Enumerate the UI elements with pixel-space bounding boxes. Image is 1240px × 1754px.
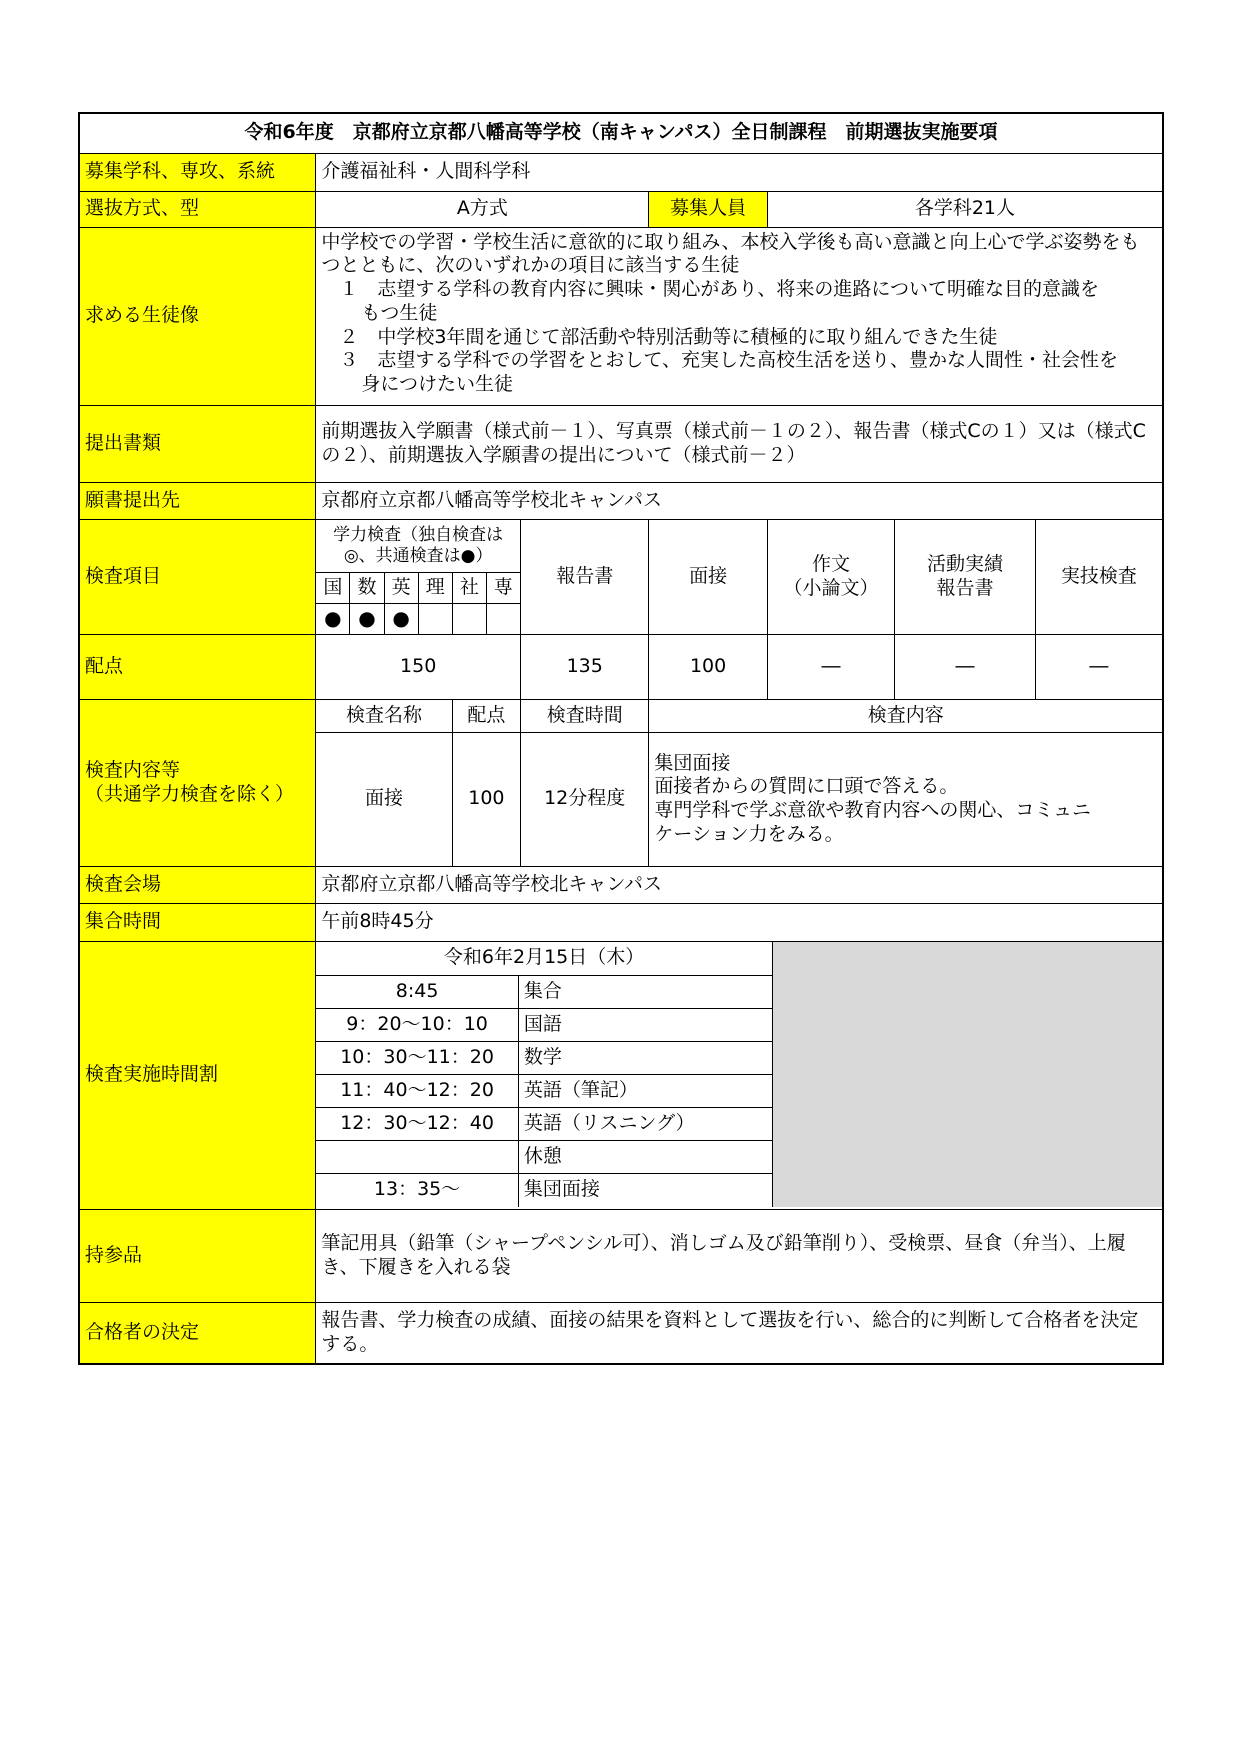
- exam-content-note: （共通学力検査を除く）: [85, 782, 295, 805]
- mark-japanese: ●: [316, 603, 350, 634]
- mark-math: ●: [350, 603, 384, 634]
- subject-social: 社: [452, 572, 486, 603]
- desired-intro: 中学校での学習・学校生活に意欲的に取り組み、本校入学後も高い意識と向上心で学ぶ姿勢をもつとともに、次のいずれかの項目に該当する生徒: [321, 230, 1140, 277]
- points-academic: 150: [316, 634, 521, 699]
- page-title: 令和6年度 京都府立京都八幡高等学校（南キャンパス）全日制課程 前期選抜実施要項: [79, 113, 1163, 153]
- subject-science: 理: [418, 572, 452, 603]
- schedule-table: [316, 942, 1162, 1207]
- schedule-item: 集団面接: [518, 1174, 772, 1207]
- desired-item-1: １ 志望する学科の教育内容に興味・関心があり、将来の進路について明確な目的意識を: [339, 278, 1099, 300]
- exam-name-header: 検査名称: [316, 699, 452, 732]
- schedule-cell: [316, 941, 1163, 1209]
- exam-content-line: ケーション力をみる。: [654, 822, 844, 845]
- exam-content-header: 検査内容: [649, 699, 1163, 732]
- exam-content-line: 専門学科で学ぶ意欲や教育内容への関心、コミュニ: [654, 799, 1092, 821]
- desired-item-2: ２ 中学校3年間を通じて部活動や特別活動等に積極的に取り組んできた生徒: [339, 325, 998, 348]
- schedule-time: 13：35～: [316, 1174, 518, 1207]
- interview-header: 面接: [649, 519, 767, 634]
- subject-japanese: 国: [316, 572, 350, 603]
- points-essay: ―: [767, 634, 894, 699]
- desired-student-label: 求める生徒像: [79, 227, 316, 405]
- subject-english: 英: [384, 572, 418, 603]
- schedule-item: 国語: [518, 1009, 772, 1042]
- points-activity: ―: [895, 634, 1036, 699]
- desired-item-3-cont: 身につけたい生徒: [361, 373, 513, 395]
- venue-value: 京都府立京都八幡高等学校北キャンパス: [316, 866, 1163, 903]
- essay-label: 作文: [812, 552, 851, 575]
- exam-content-line: 集団面接: [654, 751, 731, 774]
- schedule-time: [316, 1141, 518, 1174]
- schedule-blank-area: [772, 942, 1162, 1207]
- method-value: A方式: [316, 191, 649, 227]
- submit-to-value: 京都府立京都八幡高等学校北キャンパス: [316, 482, 1163, 519]
- belongings-value: 筆記用具（鉛筆（シャープペンシル可）、消しゴム及び鉛筆削り）、受検票、昼食（弁当）、上履き、下履きを入れる袋: [316, 1209, 1163, 1302]
- schedule-time: 8:45: [316, 976, 518, 1009]
- schedule-item: 集合: [518, 976, 772, 1009]
- exam-time-value: 12分程度: [520, 732, 648, 866]
- schedule-item: 数学: [518, 1042, 772, 1075]
- exam-content-value: [649, 732, 1163, 866]
- points-practical: ―: [1035, 634, 1163, 699]
- mark-specialty: [486, 603, 520, 634]
- schedule-time: 12：30～12：40: [316, 1108, 518, 1141]
- exam-content-label: [79, 699, 316, 866]
- academic-test-header: 学力検査（独自検査は◎、共通検査は●）: [316, 519, 521, 572]
- desired-item-3: ３ 志望する学科での学習をとおして、充実した高校生活を送り、豊かな人間性・社会性を: [339, 349, 1118, 372]
- exam-content-line: 面接者からの質問に口頭で答える。: [654, 775, 959, 798]
- exam-points-value: 100: [452, 732, 520, 866]
- schedule-label: 検査実施時間割: [79, 941, 316, 1209]
- desired-student-value: [316, 227, 1163, 405]
- gather-time-label: 集合時間: [79, 903, 316, 941]
- schedule-time: 9：20～10：10: [316, 1009, 518, 1042]
- practical-header: 実技検査: [1035, 519, 1163, 634]
- essay-sub-label: （小論文）: [783, 576, 879, 599]
- exam-name-value: 面接: [316, 732, 452, 866]
- mark-science: [418, 603, 452, 634]
- documents-value: 前期選抜入学願書（様式前－１）、写真票（様式前－１の２）、報告書（様式Cの１）又は（様式Cの２）、前期選抜入学願書の提出について（様式前－２）: [316, 405, 1163, 482]
- departments-label: 募集学科、専攻、系統: [79, 153, 316, 191]
- points-report: 135: [520, 634, 648, 699]
- report-header: 報告書: [520, 519, 648, 634]
- desired-item-1-cont: もつ生徒: [361, 301, 438, 324]
- essay-header: [767, 519, 894, 634]
- schedule-item: 休憩: [518, 1141, 772, 1174]
- activity-sub-label: 報告書: [936, 576, 994, 599]
- capacity-value: 各学科21人: [767, 191, 1163, 227]
- mark-social: [452, 603, 486, 634]
- method-label: 選抜方式、型: [79, 191, 316, 227]
- belongings-label: 持参品: [79, 1209, 316, 1302]
- decision-value: 報告書、学力検査の成績、面接の結果を資料として選抜を行い、総合的に判断して合格者を決定する。: [316, 1302, 1163, 1364]
- activity-header: [895, 519, 1036, 634]
- departments-value: 介護福祉科・人間科学科: [316, 153, 1163, 191]
- points-label: 配点: [79, 634, 316, 699]
- activity-label: 活動実績: [927, 552, 1004, 575]
- documents-label: 提出書類: [79, 405, 316, 482]
- schedule-time: 10：30～11：20: [316, 1042, 518, 1075]
- exam-time-header: 検査時間: [520, 699, 648, 732]
- schedule-date: 令和6年2月15日（木）: [316, 942, 772, 976]
- admission-guidelines-sheet: [78, 112, 1164, 1365]
- decision-label: 合格者の決定: [79, 1302, 316, 1364]
- exam-points-header: 配点: [452, 699, 520, 732]
- gather-time-value: 午前8時45分: [316, 903, 1163, 941]
- subject-math: 数: [350, 572, 384, 603]
- exam-content-title: 検査内容等: [85, 758, 181, 781]
- capacity-label: 募集人員: [649, 191, 767, 227]
- schedule-time: 11：40～12：20: [316, 1075, 518, 1108]
- schedule-item: 英語（リスニング）: [518, 1108, 772, 1141]
- submit-to-label: 願書提出先: [79, 482, 316, 519]
- exam-items-label: 検査項目: [79, 519, 316, 634]
- points-interview: 100: [649, 634, 767, 699]
- subject-specialty: 専: [486, 572, 520, 603]
- venue-label: 検査会場: [79, 866, 316, 903]
- mark-english: ●: [384, 603, 418, 634]
- schedule-item: 英語（筆記）: [518, 1075, 772, 1108]
- guidelines-table: [78, 112, 1164, 1365]
